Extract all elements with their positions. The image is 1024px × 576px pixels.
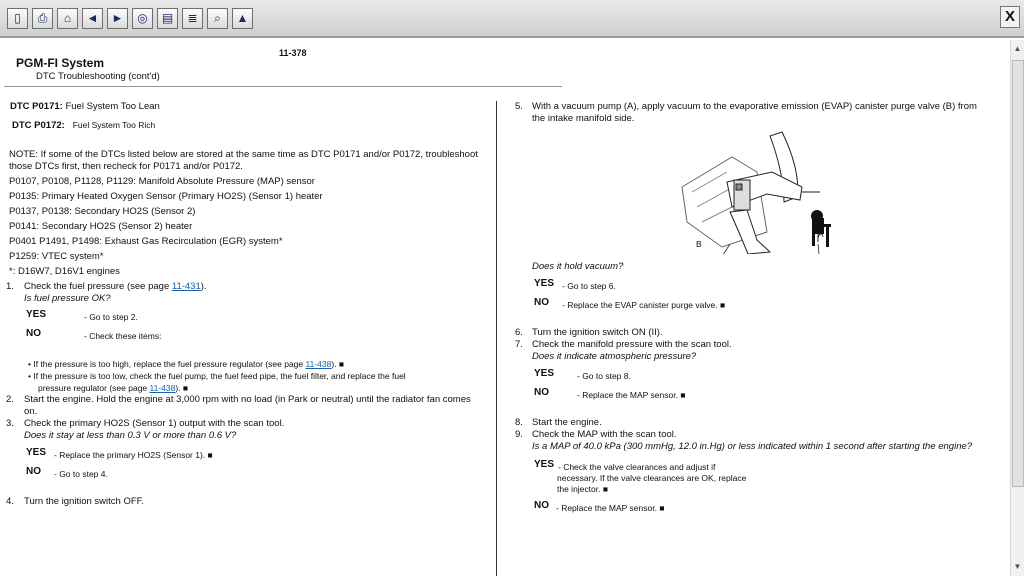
step-number: 1. bbox=[6, 281, 14, 292]
no-label: NO bbox=[534, 297, 549, 308]
yes-label: YES bbox=[534, 368, 555, 379]
header-rule bbox=[4, 86, 562, 87]
dtc-list-item: P0135: Primary Heated Oxygen Sensor (Primary HO2S) (Sensor 1) heater bbox=[9, 191, 323, 202]
yes-label: YES bbox=[26, 309, 47, 320]
no-action: - Check these items: bbox=[84, 331, 162, 341]
step-5: With a vacuum pump (A), apply vacuum to the evaporative emission (EVAP) canister purge valve (B) from bbox=[532, 101, 977, 112]
page-link[interactable]: 11-431 bbox=[171, 281, 201, 292]
yes-label: YES bbox=[26, 447, 47, 458]
car-icon[interactable]: ▲ bbox=[232, 8, 253, 29]
vertical-scrollbar[interactable] bbox=[1010, 40, 1024, 576]
step-number: 2. bbox=[6, 394, 14, 405]
step-9: Check the MAP with the scan tool. bbox=[532, 429, 677, 440]
yes-action-cont: necessary. If the valve clearances are OK, replace bbox=[557, 473, 747, 483]
page-title: PGM-FI System bbox=[16, 56, 105, 70]
yes-action: - Check the valve clearances and adjust if bbox=[558, 462, 716, 472]
zoom-icon[interactable]: ⌕ bbox=[207, 8, 228, 29]
yes-label: YES bbox=[534, 278, 555, 289]
home-icon[interactable]: ⌂ bbox=[57, 8, 78, 29]
page-link[interactable]: 11-438 bbox=[305, 359, 332, 369]
dtc-list-item: P0141: Secondary HO2S (Sensor 2) heater bbox=[9, 221, 193, 232]
step-6: Turn the ignition switch ON (II). bbox=[532, 327, 663, 338]
step-number: 7. bbox=[515, 339, 523, 350]
step-number: 6. bbox=[515, 327, 523, 338]
step-1-question: Is fuel pressure OK? bbox=[24, 293, 111, 304]
scroll-up-icon[interactable]: ▲ bbox=[1013, 44, 1022, 53]
step-3: Check the primary HO2S (Sensor 1) output with the scan tool. bbox=[24, 418, 285, 429]
step-7: Check the manifold pressure with the scan tool. bbox=[532, 339, 732, 350]
yes-label: YES bbox=[534, 459, 555, 470]
yes-action-cont: the injector. ■ bbox=[557, 484, 608, 494]
step-number: 4. bbox=[6, 496, 14, 507]
yes-action: - Go to step 6. bbox=[562, 281, 616, 291]
step-4: Turn the ignition switch OFF. bbox=[24, 496, 145, 507]
note-line-2: those DTCs first, then recheck for P0171 and/or P0172. bbox=[9, 161, 243, 172]
scroll-down-icon[interactable]: ▼ bbox=[1013, 562, 1022, 571]
step-number: 9. bbox=[515, 429, 523, 440]
no-label: NO bbox=[534, 387, 549, 398]
print-icon[interactable]: ⎙ bbox=[32, 8, 53, 29]
no-action: - Replace the MAP sensor. ■ bbox=[577, 390, 686, 400]
forward-icon[interactable]: ► bbox=[107, 8, 128, 29]
list-icon[interactable]: ≣ bbox=[182, 8, 203, 29]
step-5-question: Does it hold vacuum? bbox=[532, 261, 624, 272]
close-button[interactable]: X bbox=[1000, 6, 1020, 28]
step-number: 8. bbox=[515, 417, 523, 428]
book-icon[interactable]: ▤ bbox=[157, 8, 178, 29]
dtc-p0171: DTC P0171: Fuel System Too Lean bbox=[10, 101, 160, 112]
dtc-p0172: DTC P0172: Fuel System Too Rich bbox=[12, 120, 156, 131]
step-2-cont: on. bbox=[24, 406, 38, 417]
toolbar bbox=[0, 0, 1024, 38]
bullet-1: • If the pressure is too high, replace the fuel pressure regulator (see page 11-438). ■ bbox=[28, 359, 345, 369]
page-link[interactable]: 11-438 bbox=[149, 383, 176, 393]
step-number: 5. bbox=[515, 101, 523, 112]
yes-action: - Go to step 8. bbox=[577, 371, 631, 381]
document-page bbox=[0, 40, 1010, 576]
dtc-list-item: P1259: VTEC system* bbox=[9, 251, 104, 262]
bullet-2: • If the pressure is too low, check the fuel pump, the fuel feed pipe, the fuel filter, and replace the fuel bbox=[28, 371, 406, 381]
dtc-list-item: P0137, P0138: Secondary HO2S (Sensor 2) bbox=[9, 206, 196, 217]
yes-action: - Go to step 2. bbox=[84, 312, 138, 322]
step-2: Start the engine. Hold the engine at 3,000 rpm with no load (in Park or neutral) until the radiator fan comes bbox=[24, 394, 471, 405]
no-label: NO bbox=[534, 500, 549, 511]
no-action: - Replace the MAP sensor. ■ bbox=[556, 503, 665, 513]
scroll-thumb[interactable] bbox=[1012, 60, 1024, 487]
step-5-cont: the intake manifold side. bbox=[532, 113, 635, 124]
label-a: A bbox=[818, 229, 824, 239]
step-1: Check the fuel pressure (see page 11-431). bbox=[24, 281, 207, 292]
step-8: Start the engine. bbox=[532, 417, 602, 428]
page-number: 11-378 bbox=[279, 48, 307, 58]
dtc-list-item: P0107, P0108, P1128, P1129: Manifold Absolute Pressure (MAP) sensor bbox=[9, 176, 315, 187]
column-divider bbox=[496, 101, 497, 576]
no-action: - Replace the EVAP canister purge valve. ■ bbox=[562, 300, 726, 310]
bullet-2-cont: pressure regulator (see page 11-438). ■ bbox=[38, 383, 189, 393]
no-label: NO bbox=[26, 466, 41, 477]
find-icon[interactable]: ◎ bbox=[132, 8, 153, 29]
bookmark-icon[interactable]: ▯ bbox=[7, 8, 28, 29]
label-b: B bbox=[696, 239, 702, 249]
dtc-list-item: *: D16W7, D16V1 engines bbox=[9, 266, 120, 277]
step-7-question: Does it indicate atmospheric pressure? bbox=[532, 351, 697, 362]
back-icon[interactable]: ◄ bbox=[82, 8, 103, 29]
dtc-list-item: P0401 P1491, P1498: Exhaust Gas Recirculation (EGR) system* bbox=[9, 236, 283, 247]
no-action: - Go to step 4. bbox=[54, 469, 108, 479]
page-subtitle: DTC Troubleshooting (cont'd) bbox=[36, 71, 160, 82]
no-label: NO bbox=[26, 328, 41, 339]
note-line-1: NOTE: If some of the DTCs listed below are stored at the same time as DTC P0171 and/or P0172, troubleshoot bbox=[9, 149, 478, 160]
step-3-question: Does it stay at less than 0.3 V or more than 0.6 V? bbox=[24, 430, 237, 441]
step-number: 3. bbox=[6, 418, 14, 429]
step-9-question: Is a MAP of 40.0 kPa (300 mmHg, 12.0 in.Hg) or less indicated within 1 second after starting the engine? bbox=[532, 441, 973, 452]
yes-action: - Replace the primary HO2S (Sensor 1). ■ bbox=[54, 450, 213, 460]
